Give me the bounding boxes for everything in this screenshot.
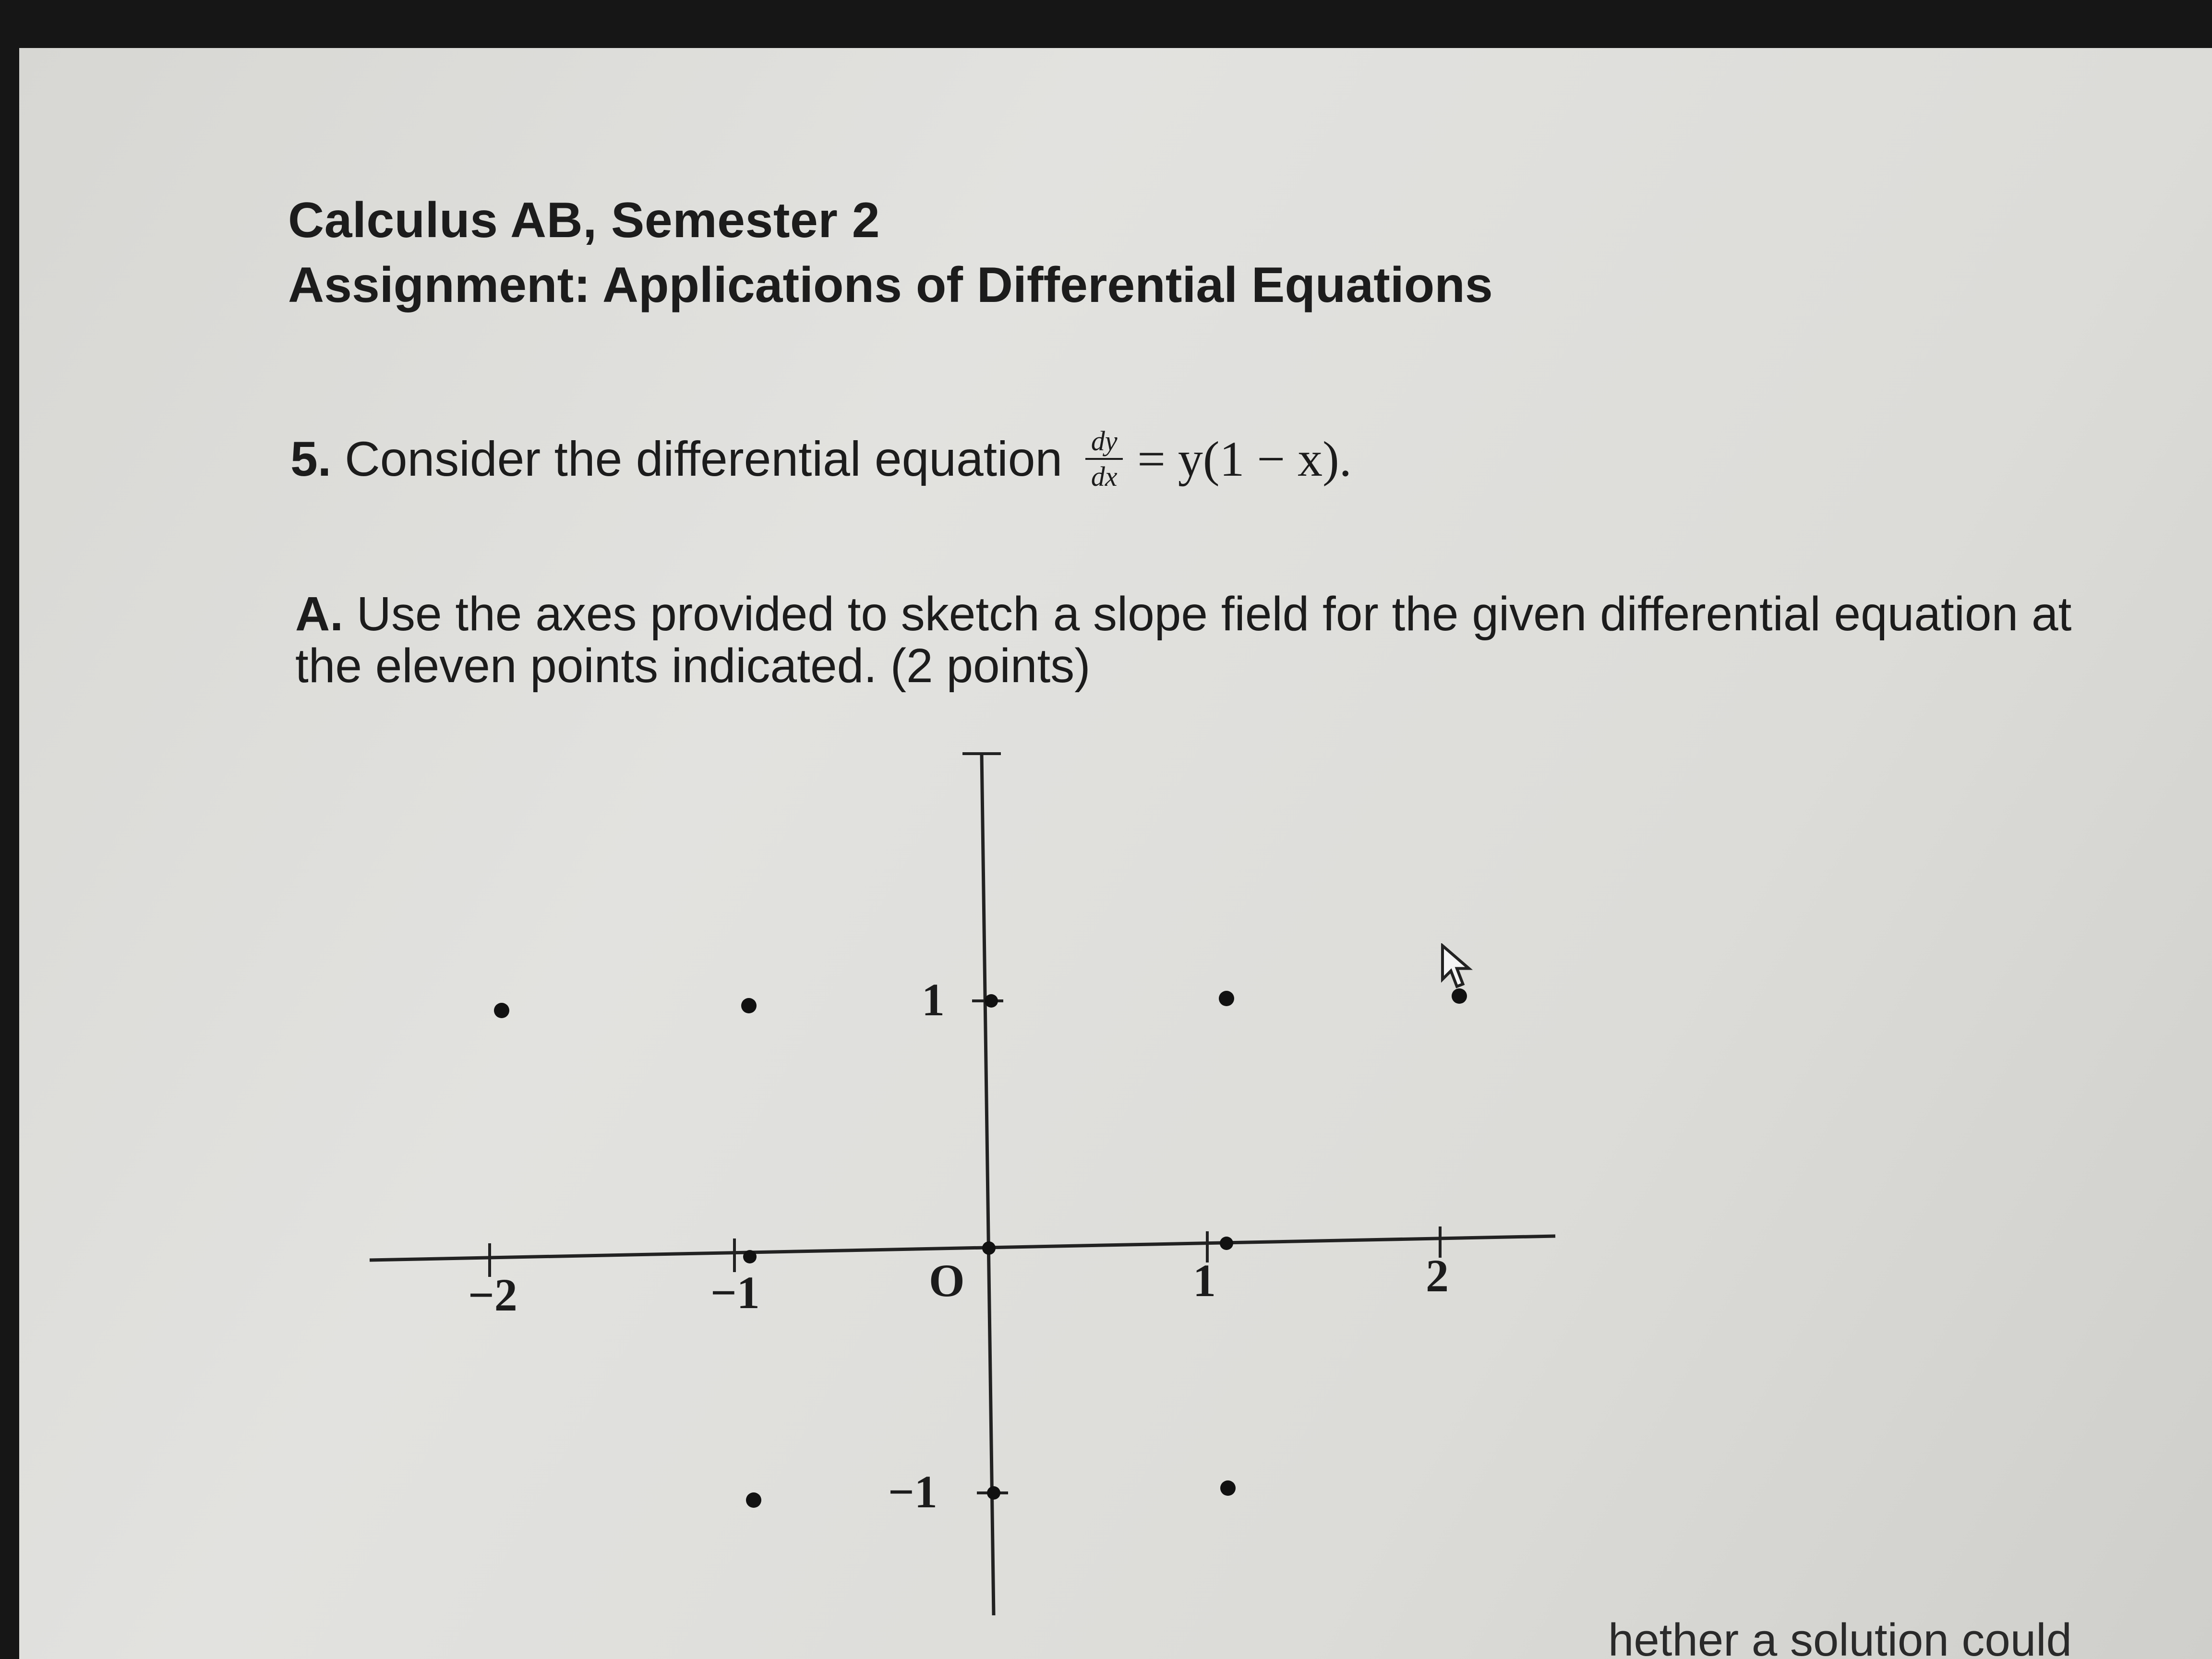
document-page	[19, 48, 2212, 1659]
question-number: 5.	[290, 431, 332, 486]
point	[1219, 991, 1234, 1006]
x-label-1: 1	[1193, 1255, 1216, 1306]
point	[982, 1241, 996, 1255]
fraction-numerator: dy	[1091, 425, 1118, 457]
equation-rhs: = y(1 − x).	[1137, 431, 1352, 487]
point	[1220, 1237, 1233, 1250]
course-title: Calculus AB, Semester 2	[288, 192, 880, 248]
point	[1220, 1480, 1236, 1496]
point	[746, 1492, 761, 1508]
screen	[19, 48, 2212, 1659]
y-label-1: 1	[922, 974, 945, 1025]
x-label-neg2: −2	[468, 1269, 517, 1321]
point	[987, 1486, 1000, 1500]
point	[494, 1003, 509, 1018]
point	[741, 998, 757, 1013]
mouse-pointer-icon	[1440, 943, 1474, 994]
slope-field-axes	[19, 48, 2212, 1659]
point	[985, 994, 998, 1008]
part-a-label: A.	[295, 587, 343, 641]
cutoff-text: hether a solution could	[1608, 1614, 2072, 1659]
point	[743, 1250, 757, 1263]
fraction-denominator: dx	[1091, 461, 1118, 492]
y-axis	[982, 754, 994, 1615]
x-label-neg1: −1	[710, 1267, 760, 1318]
x-label-origin: O	[929, 1255, 965, 1306]
y-label-neg1: −1	[888, 1466, 938, 1517]
question-text: Consider the differential equation	[345, 431, 1063, 486]
assignment-title: Assignment: Applications of Differential Equations	[288, 257, 1493, 313]
part-a-text: Use the axes provided to sketch a slope field for the given differential equation at the eleven points indicated. (2 points)	[295, 587, 2072, 693]
x-label-2: 2	[1426, 1250, 1449, 1301]
